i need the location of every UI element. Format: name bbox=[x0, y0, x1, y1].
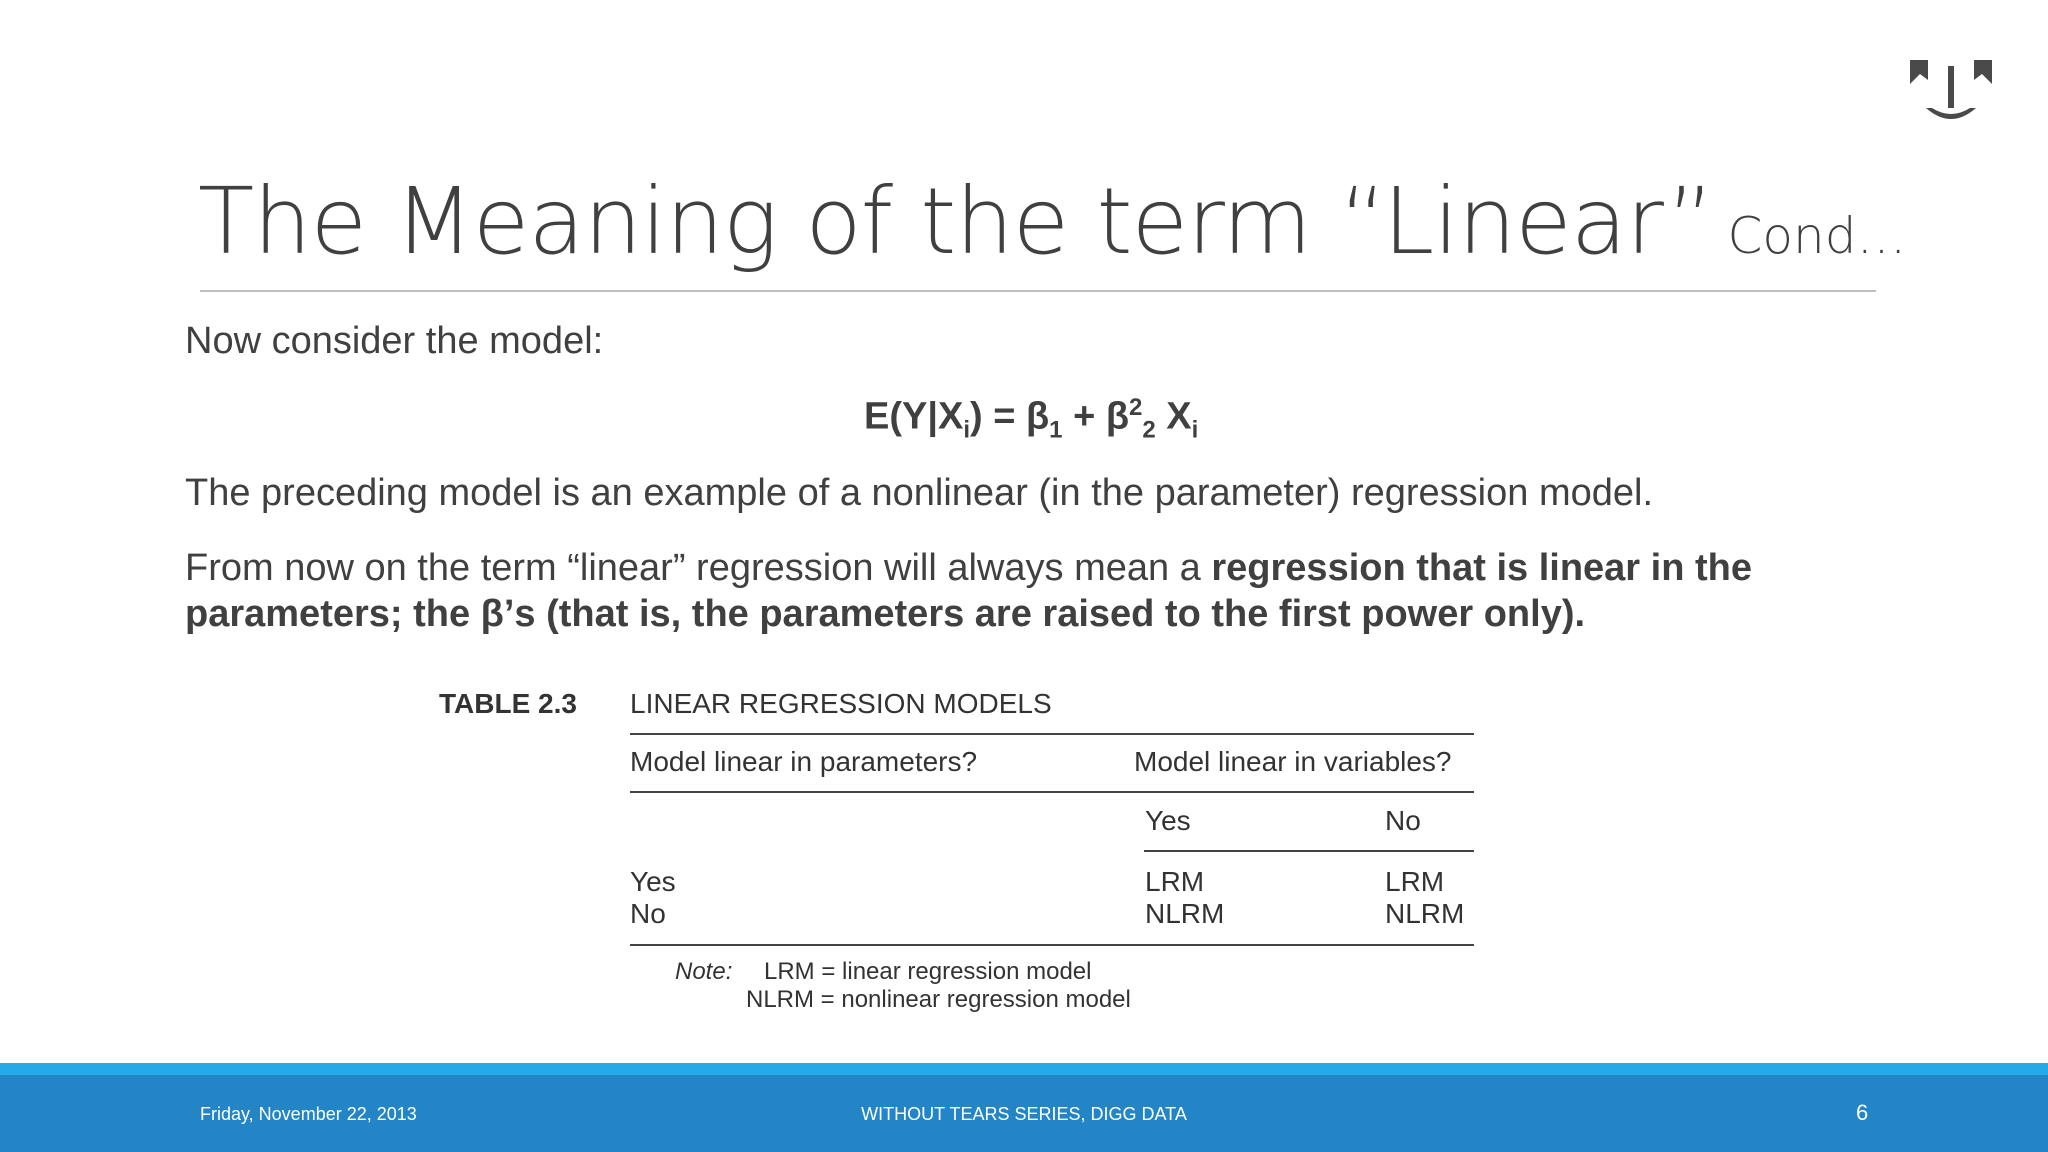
eq-lhs: E(Y|X bbox=[864, 395, 964, 438]
cell-no-yes: NLRM bbox=[1145, 898, 1225, 929]
row-label-yes: Yes bbox=[630, 866, 676, 897]
eq-x: X bbox=[1155, 395, 1192, 438]
note-line-nlrm: NLRM = nonlinear regression model bbox=[746, 986, 1131, 1013]
title-divider bbox=[200, 290, 1876, 292]
definition-bold: regression that is linear in the parameters; the β’s (that is, the parameters are raised to the first power only). bbox=[185, 547, 1752, 635]
eq-beta2-sup: 2 bbox=[1129, 394, 1143, 421]
eq-beta1-sub: 1 bbox=[1049, 416, 1063, 444]
row-label-no: No bbox=[630, 898, 666, 929]
logo-mark bbox=[1908, 58, 1994, 124]
title-suffix: Cond… bbox=[1727, 207, 1907, 265]
definition-plain: From now on the term “linear” regression will always mean a bbox=[185, 547, 1212, 589]
sub-header-no: No bbox=[1385, 805, 1421, 836]
col-header-parameters: Model linear in parameters? bbox=[630, 746, 978, 777]
footer-accent-strip bbox=[0, 1063, 2048, 1075]
eq-x-sub: i bbox=[1191, 416, 1199, 444]
sub-header-yes: Yes bbox=[1145, 805, 1191, 836]
note-line-lrm: LRM = linear regression model bbox=[764, 958, 1092, 985]
eq-beta2-sub: 2 bbox=[1142, 416, 1156, 444]
footer-date: Friday, November 22, 2013 bbox=[200, 1104, 417, 1124]
table-rule-subheader bbox=[1144, 850, 1474, 852]
intro-text: Now consider the model: bbox=[185, 320, 604, 362]
cell-no-no: NLRM bbox=[1385, 898, 1465, 929]
footer-series: WITHOUT TEARS SERIES, DIGG DATA bbox=[861, 1104, 1187, 1124]
cell-yes-no: LRM bbox=[1385, 866, 1445, 897]
footer-page-number: 6 bbox=[1856, 1100, 1869, 1125]
model-equation bbox=[864, 394, 1198, 444]
eq-lhs-sub: i bbox=[963, 416, 970, 444]
paragraph-definition bbox=[185, 545, 1825, 637]
eq-mid: ) = β bbox=[970, 395, 1050, 438]
table-rule-header bbox=[630, 791, 1474, 793]
col-header-variables: Model linear in variables? bbox=[1134, 746, 1452, 777]
cell-yes-yes: LRM bbox=[1145, 866, 1205, 897]
paragraph-nonlinear: The preceding model is an example of a nonlinear (in the parameter) regression model. bbox=[185, 472, 1654, 514]
table-caption: LINEAR REGRESSION MODELS bbox=[630, 688, 1052, 719]
table-rule-top bbox=[630, 733, 1474, 735]
note-label: Note: bbox=[675, 958, 733, 985]
table-rule-bottom bbox=[630, 944, 1474, 946]
title-text: The Meaning of the term “Linear” bbox=[198, 168, 1714, 275]
table-label: TABLE 2.3 bbox=[439, 688, 577, 719]
eq-plus: + β bbox=[1062, 395, 1130, 438]
slide-title bbox=[198, 168, 1906, 275]
